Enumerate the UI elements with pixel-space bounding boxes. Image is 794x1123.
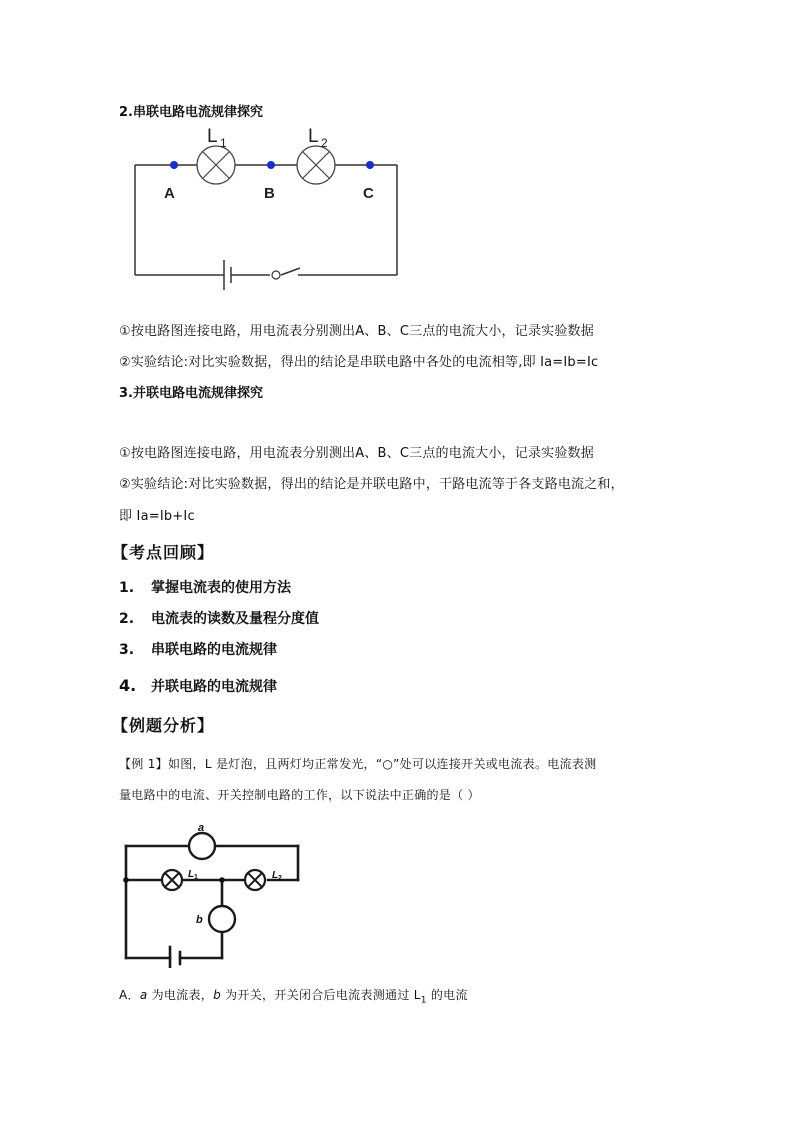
examples-heading: 【例题分析】 [112,716,215,735]
option-a-text-2: 为开关，开关闭合后电流表测通过 L [221,988,421,1002]
parallel-circuit-diagram [118,818,308,968]
meter-b-icon [209,906,235,932]
review-item-text: 掌握电流表的使用方法 [151,580,291,596]
review-heading: 【考点回顾】 [112,543,215,562]
series-circuit-diagram [120,120,410,310]
lamp-l2-label: L [272,870,279,881]
lamp-l1-icon [197,146,235,184]
review-item-4 [119,676,277,696]
review-item-2 [119,608,319,628]
option-a-prefix: A． [119,988,140,1002]
example-1-line-1: 【例 1】如图，L 是灯泡，且两灯均正常发光，“○”处可以连接开关或电流表。电流表测 [119,757,597,771]
section-3-step-2-line-2: 即 Ia=Ib+Ic [119,509,195,524]
option-a-text-1: 为电流表， [147,988,214,1002]
lamp-l1-icon [162,870,182,890]
review-item-number: 1. [119,580,135,596]
example-1-line-2: 量电路中的电流、开关控制电路的工作，以下说法中正确的是（ ） [119,788,480,802]
meter-a-icon [189,833,215,859]
point-c-dot [366,161,374,169]
review-item-text: 电流表的读数及量程分度值 [151,611,319,627]
point-a-dot [170,161,178,169]
review-item-text: 并联电路的电流规律 [151,679,277,695]
lamp-l2-icon [297,146,335,184]
option-a-text-3: 的电流 [426,988,468,1002]
point-c-label: C [363,185,374,202]
review-item-number: 2. [119,611,135,627]
lamp-l2-icon [245,870,265,890]
option-a-subscript: 1 [420,995,427,1006]
section-3-step-2-line-1: ②实验结论:对比实验数据，得出的结论是并联电路中，干路电流等于各支路电流之和， [119,477,624,492]
point-b-dot [267,161,275,169]
section-2-title: 2.串联电路电流规律探究 [119,105,263,120]
section-3-title: 3.并联电路电流规律探究 [119,386,263,401]
meter-a-label: a [198,822,205,834]
section-2-step-1: ①按电路图连接电路，用电流表分别测出A、B、C三点的电流大小，记录实验数据 [119,324,594,339]
option-a-var-b: b [213,988,222,1002]
option-a-var-a: a [139,988,148,1002]
lamp-l2-subscript: 2 [278,875,282,882]
point-b-label: B [264,185,275,202]
lamp-l2-label: L [308,126,319,147]
lamp-l1-subscript: 1 [194,874,198,881]
option-a [119,986,468,1005]
lamp-l1-label: L [188,869,195,880]
review-item-1 [119,577,291,597]
review-item-number: 3. [119,642,135,658]
meter-b-label: b [196,914,203,926]
review-item-text: 串联电路的电流规律 [151,642,277,658]
lamp-l2-subscript: 2 [321,136,328,150]
point-a-label: A [164,185,175,202]
review-item-3 [119,639,277,659]
lamp-l1-label: L [207,126,218,147]
section-2-step-2: ②实验结论:对比实验数据，得出的结论是串联电路中各处的电流相等,即 Ia=Ib=Ic [119,355,599,370]
lamp-l1-subscript: 1 [220,136,227,150]
section-3-step-1: ①按电路图连接电路，用电流表分别测出A、B、C三点的电流大小，记录实验数据 [119,446,594,461]
review-item-number: 4. [119,676,137,695]
